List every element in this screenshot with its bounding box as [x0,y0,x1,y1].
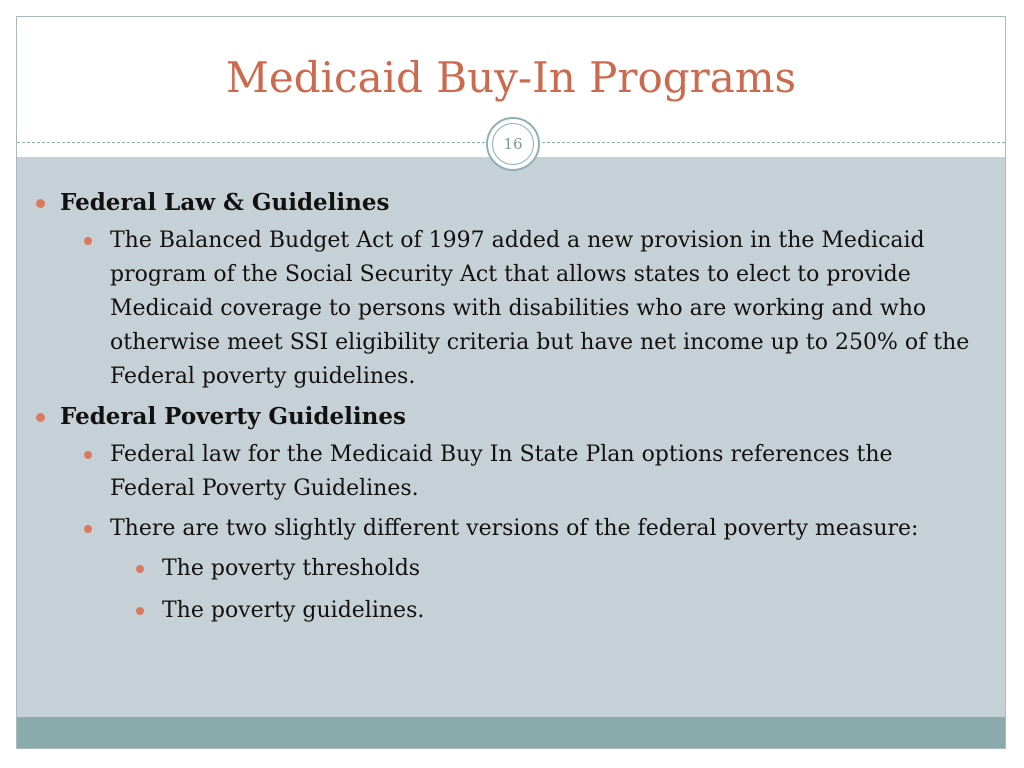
bullet-dot-icon [136,565,144,573]
sub-bullet-item [132,594,970,628]
bullet-text: The Balanced Budget Act of 1997 added a new provision in the Medicaid program of the Social Security Act that allows states to elect to provide Medicaid coverage to persons with disabilities who are working and who otherwise meet SSI eligibility criteria but have net income up to 250% of the Federal poverty guidelines. [110,228,970,389]
sub-bullet-text: The poverty thresholds [162,556,421,581]
bullet-dot-icon [36,199,45,208]
bullet-text: There are two slightly different versions of the federal poverty measure: [110,516,919,541]
bullet-text: Federal law for the Medicaid Buy In State Plan options references the Federal Poverty Guidelines. [110,442,893,501]
bullet-list [30,186,970,636]
page-number: 16 [503,135,523,153]
section-heading-federal-law: Federal Law & Guidelines [60,189,390,216]
bullet-heading [30,400,970,434]
slide-footer [17,717,1005,749]
bullet-item [80,224,970,394]
bullet-dot-icon [136,607,144,615]
bullet-dot-icon [36,413,45,422]
bullet-dot-icon [84,237,92,245]
bullet-item [80,438,970,506]
slide-title: Medicaid Buy-In Programs [225,53,797,102]
section-heading-poverty-guidelines: Federal Poverty Guidelines [60,403,406,430]
sub-bullet-item [132,552,970,586]
bullet-item [80,512,970,546]
bullet-dot-icon [84,451,92,459]
page-number-badge [486,117,540,171]
sub-bullet-text: The poverty guidelines. [162,598,425,623]
bullet-dot-icon [84,525,92,533]
bullet-heading [30,186,970,220]
